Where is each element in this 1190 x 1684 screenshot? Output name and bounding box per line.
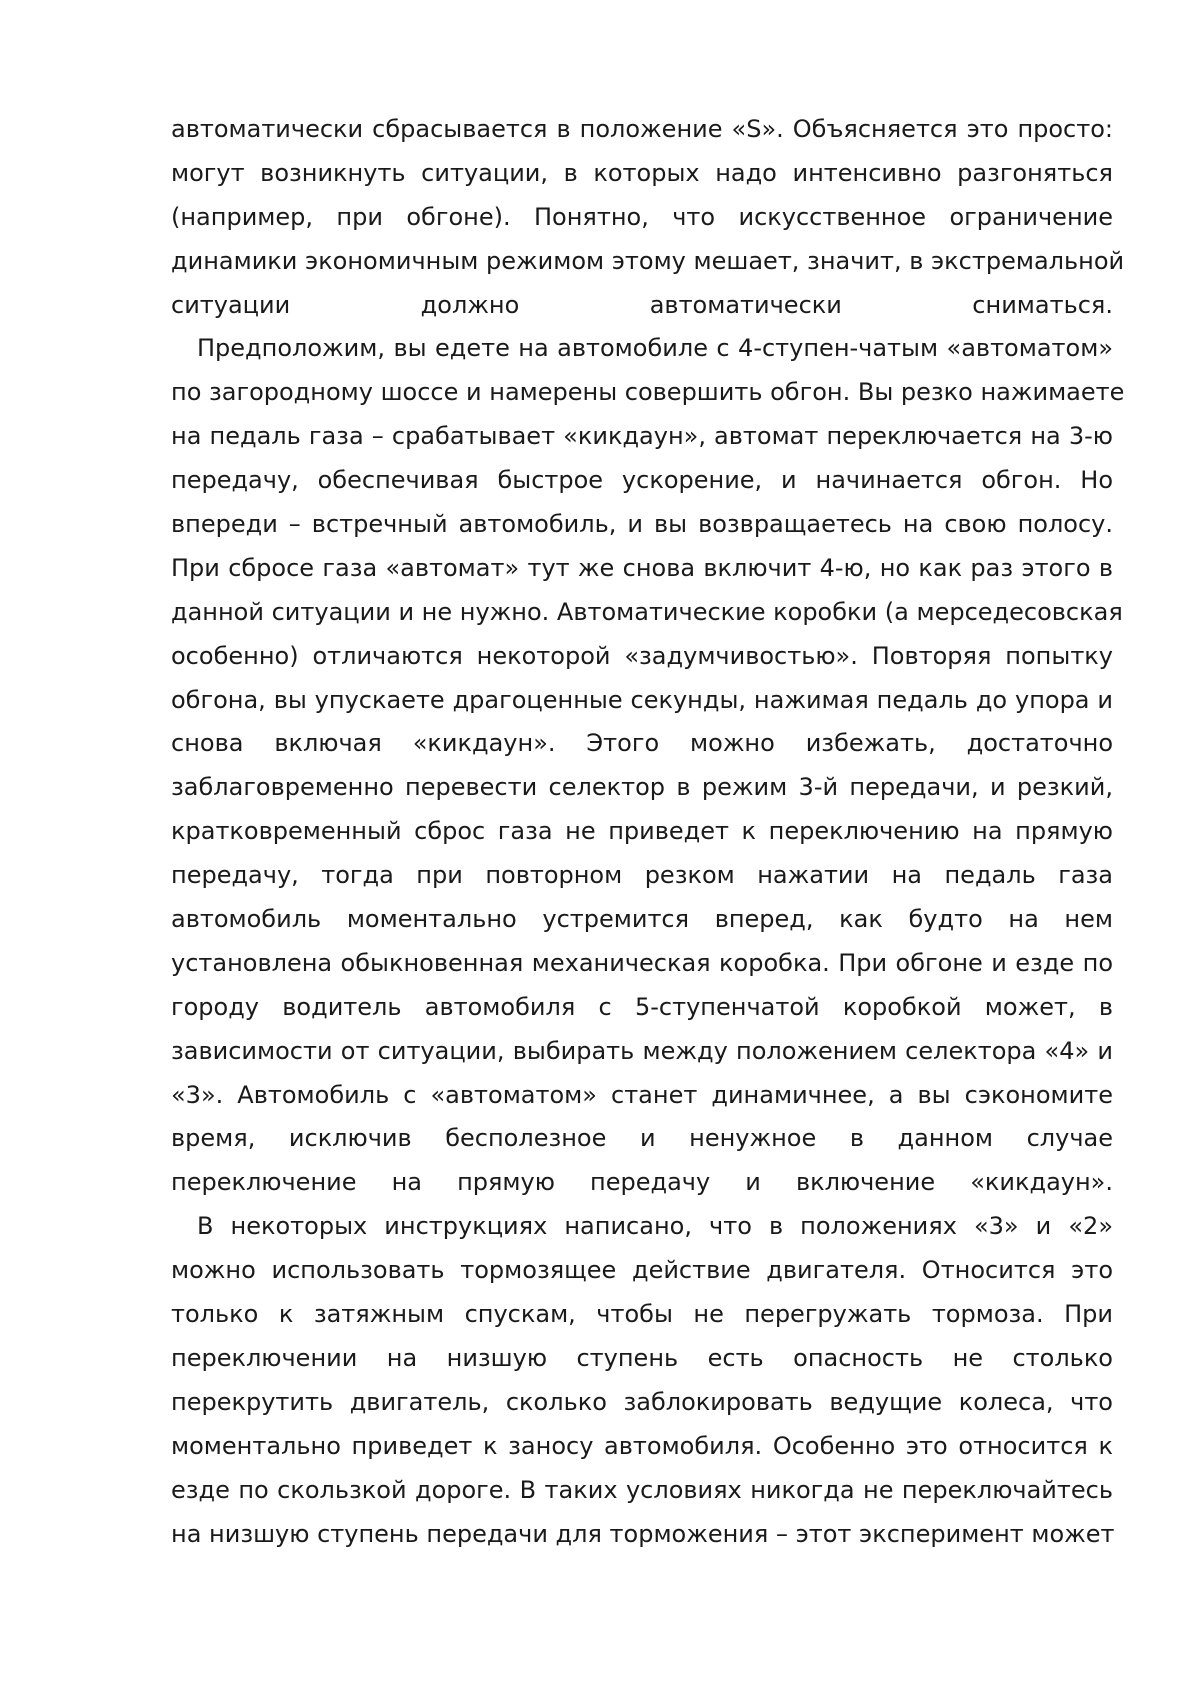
text-line: «3». Автомобиль с «автоматом» станет динамичнее, а вы сэкономите — [171, 1080, 1113, 1109]
text-line: передачу, обеспечивая быстрое ускорение, и начинается обгон. Но — [171, 466, 1113, 495]
text-line: переключении на низшую ступень есть опасность не столько — [171, 1343, 1113, 1372]
text-line: особенно) отличаются некоторой «задумчивостью». Повторяя попытку — [171, 641, 1113, 670]
text-line: (например, при обгоне). Понятно, что искусственное ограничение — [171, 202, 1113, 231]
paragraph-3 — [171, 1205, 1113, 1556]
text-line: могут возникнуть ситуации, в которых надо интенсивно разгоняться — [171, 158, 1113, 187]
text-line: установлена обыкновенная механическая коробка. При обгоне и езде по — [171, 948, 1113, 977]
text-line: городу водитель автомобиля с 5-ступенчатой коробкой может, в — [171, 992, 1113, 1021]
text-line: При сбросе газа «автомат» тут же снова включит 4-ю, но как раз этого в — [171, 553, 1113, 582]
text-line: переключение на прямую передачу и включение «кикдаун». — [171, 1168, 1113, 1197]
text-line-indented: В некоторых инструкциях написано, что в положениях «3» и «2» — [197, 1212, 1113, 1241]
text-line: ситуации должно автоматически сниматься. — [171, 290, 1113, 319]
text-line: динамики экономичным режимом этому мешает, значит, в экстремальной — [171, 246, 1125, 275]
text-line: по загородному шоссе и намерены совершить обгон. Вы резко нажимаете — [171, 378, 1125, 407]
text-line: моментально приведет к заносу автомобиля. Особенно это относится к — [171, 1431, 1113, 1460]
text-line: передачу, тогда при повторном резком нажатии на педаль газа — [171, 861, 1113, 890]
text-line: зависимости от ситуации, выбирать между положением селектора «4» и — [171, 1036, 1113, 1065]
paragraph-2 — [171, 327, 1125, 1205]
text-line: можно использовать тормозящее действие двигателя. Относится это — [171, 1256, 1113, 1285]
text-line-indented: Предположим, вы едете на автомобиле с 4-ступен-чатым «автоматом» — [197, 334, 1113, 363]
text-line: заблаговременно перевести селектор в режим 3-й передачи, и резкий, — [171, 773, 1113, 802]
text-line: только к затяжным спускам, чтобы не перегружать тормоза. При — [171, 1300, 1113, 1329]
text-line: кратковременный сброс газа не приведет к переключению на прямую — [171, 817, 1113, 846]
text-line: впереди – встречный автомобиль, и вы возвращаетесь на свою полосу. — [171, 510, 1113, 539]
text-line: езде по скользкой дороге. В таких условиях никогда не переключайтесь — [171, 1475, 1113, 1504]
text-line: данной ситуации и не нужно. Автоматические коробки (а мерседесовская — [171, 597, 1123, 626]
text-line: на педаль газа – срабатывает «кикдаун», автомат переключается на 3-ю — [171, 422, 1113, 451]
text-line: время, исключив бесполезное и ненужное в данном случае — [171, 1124, 1113, 1153]
paragraph-1 — [171, 108, 1125, 327]
text-line: на низшую ступень передачи для торможения – этот эксперимент может — [171, 1519, 1115, 1548]
text-line: снова включая «кикдаун». Этого можно избежать, достаточно — [171, 729, 1113, 758]
text-line: перекрутить двигатель, сколько заблокировать ведущие колеса, что — [171, 1387, 1113, 1416]
text-line: обгона, вы упускаете драгоценные секунды, нажимая педаль до упора и — [171, 685, 1113, 714]
text-line: автомобиль моментально устремится вперед, как будто на нем — [171, 905, 1113, 934]
text-line: автоматически сбрасывается в положение «S». Объясняется это просто: — [171, 115, 1113, 143]
document-page — [171, 108, 1125, 1556]
